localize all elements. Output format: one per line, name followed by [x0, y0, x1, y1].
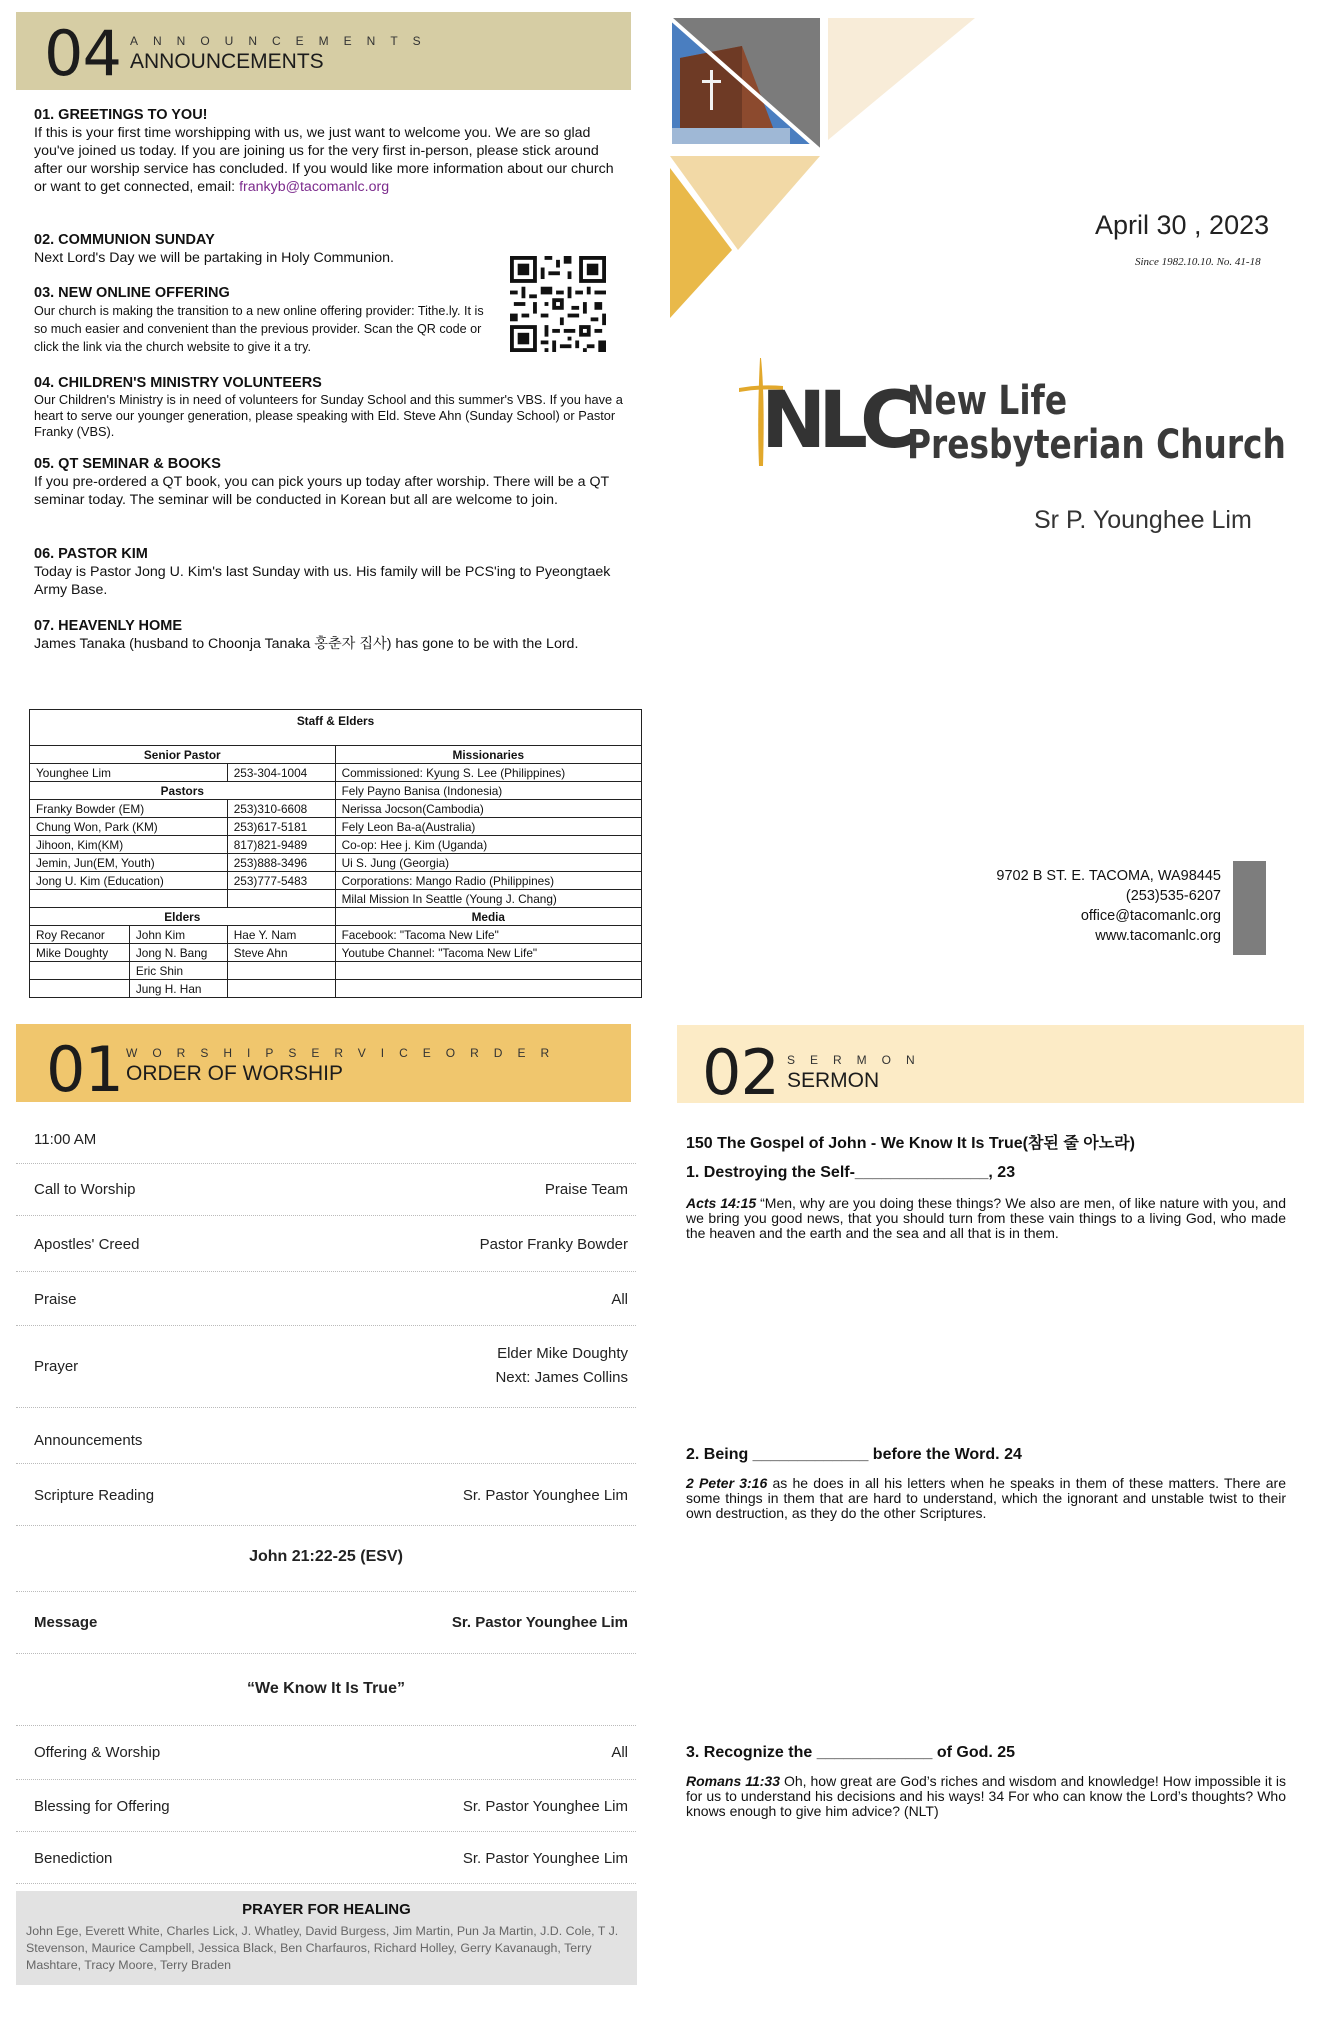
worship-leader: Sr. Pastor Younghee Lim: [462, 1798, 628, 1815]
sermon-title: “We Know It Is True”: [247, 1680, 405, 1697]
worship-item: Scripture Reading: [34, 1487, 155, 1504]
sermon-heading: 150 The Gospel of John - We Know It Is True(참된 줄 아노라): [686, 1135, 1135, 1152]
elder-name: Hae Y. Nam: [227, 926, 335, 944]
gray-bar: [1233, 861, 1266, 955]
section-number: 01: [46, 1033, 123, 1106]
elder-name: Roy Recanor: [30, 926, 130, 944]
cover-graphic: [670, 18, 982, 318]
staff-phone: 253)617-5181: [227, 818, 335, 836]
table-caption: Staff & Elders: [30, 710, 642, 746]
missionary: Ui S. Jung (Georgia): [335, 854, 641, 872]
worship-leader: Elder Mike Doughty: [497, 1345, 628, 1362]
email[interactable]: office@tacomanlc.org: [1080, 908, 1221, 924]
worship-leader: Praise Team: [544, 1181, 628, 1198]
prayer-for-healing: [16, 1891, 637, 1985]
scripture-passage: John 21:22-25 (ESV): [249, 1548, 403, 1565]
website[interactable]: www.tacomanlc.org: [1095, 928, 1221, 944]
sermon-passage-3: [686, 1774, 1286, 1819]
sermon-point-2: 2. Being _____________ before the Word. 24: [686, 1446, 1022, 1463]
elder-name: John Kim: [129, 926, 227, 944]
elder-name: Eric Shin: [129, 962, 227, 980]
worship-leader: All: [611, 1744, 628, 1761]
email-link[interactable]: frankyb@tacomanlc.org: [239, 179, 390, 195]
worship-leader-next: Next: James Collins: [495, 1369, 628, 1386]
sermon-point-3: 3. Recognize the _____________ of God. 25: [686, 1744, 1016, 1761]
announcement-7: [34, 617, 624, 653]
staff-name: Jihoon, Kim(KM): [30, 836, 228, 854]
worship-item: Praise: [34, 1291, 77, 1308]
section-number: 02: [702, 1036, 779, 1109]
since-line: Since 1982.10.10. No. 41-18: [1135, 256, 1261, 268]
verse-text: as he does in all his letters when he speaks in them of these matters. There are some things in them that are hard to understand, which the ignorant and unstable twist to their own destruction, as they do the other Scriptures.: [686, 1475, 1287, 1521]
staff-phone: 253)888-3496: [227, 854, 335, 872]
worship-item: Blessing for Offering: [34, 1798, 170, 1815]
sermon-title-row: [16, 1654, 636, 1726]
announcement-title: 05. QT SEMINAR & BOOKS: [34, 456, 221, 472]
worship-leader: Sr. Pastor Younghee Lim: [462, 1850, 628, 1867]
section-spaced-title: WORSHIPSERVICEORDER: [126, 1046, 565, 1060]
missionary: Nerissa Jocson(Cambodia): [335, 800, 641, 818]
staff-name: Chung Won, Park (KM): [30, 818, 228, 836]
healing-names: John Ege, Everett White, Charles Lick, J. Whatley, David Burgess, Jim Martin, Pun Ja Martin, J.D. Cole, T J. Stevenson, Maurice Campbell, Jessica Black, Ben Charfauros, Richard Holley, Gerry Kavanaugh, Terry Mashtare, Tracy Moore, Terry Braden: [26, 1924, 619, 1972]
church-contact: [996, 866, 1221, 946]
missionary: Fely Leon Ba-a(Australia): [335, 818, 641, 836]
worship-row: [16, 1780, 636, 1832]
sermon-passage-1: [686, 1196, 1286, 1241]
staff-phone: 817)821-9489: [227, 836, 335, 854]
worship-leader: Sr. Pastor Younghee Lim: [462, 1487, 628, 1504]
worship-item: Offering & Worship: [34, 1744, 161, 1761]
section-spaced-title: ANNOUNCEMENTS: [130, 34, 436, 48]
staff-phone: 253-304-1004: [227, 764, 335, 782]
media-item: Facebook: "Tacoma New Life": [335, 926, 641, 944]
announcement-title: 07. HEAVENLY HOME: [34, 618, 183, 634]
announcements-header: [16, 12, 631, 90]
announcement-1: [34, 106, 624, 196]
announcement-body: James Tanaka (husband to Choonja Tanaka 홍춘자 집사) has gone to be with the Lord.: [34, 636, 579, 652]
staff-phone: 253)310-6608: [227, 800, 335, 818]
worship-item: Benediction: [34, 1850, 113, 1867]
service-time: [16, 1108, 636, 1164]
phone: (253)535-6207: [1125, 888, 1221, 904]
missionaries-header: Missionaries: [335, 746, 641, 764]
announcement-6: [34, 545, 624, 599]
staff-elders-table: [29, 709, 642, 998]
pastors-header: Pastors: [30, 782, 336, 800]
worship-row: [16, 1464, 636, 1526]
worship-row: [16, 1272, 636, 1326]
message-row: [16, 1592, 636, 1654]
section-title: ANNOUNCEMENTS: [130, 50, 324, 73]
missionary: Corporations: Mango Radio (Philippines): [335, 872, 641, 890]
media-header: Media: [335, 908, 641, 926]
missionary: Co-op: Hee j. Kim (Uganda): [335, 836, 641, 854]
logo-letters: NLC: [761, 376, 910, 466]
announcement-body: Next Lord's Day we will be partaking in Holy Communion.: [34, 250, 394, 266]
worship-row: [16, 1726, 636, 1780]
sermon-header: [677, 1025, 1304, 1109]
church-name-line1: New Life: [907, 378, 1068, 424]
sermon-point-1: 1. Destroying the Self-_______________, 23: [686, 1164, 1016, 1181]
staff-name: Younghee Lim: [30, 764, 228, 782]
triangle-pale: [828, 18, 975, 140]
elder-name: Steve Ahn: [227, 944, 335, 962]
staff-name: Jong U. Kim (Education): [30, 872, 228, 890]
announcement-5: [34, 455, 624, 509]
address: 9702 B ST. E. TACOMA, WA98445: [996, 868, 1221, 884]
staff-phone: 253)777-5483: [227, 872, 335, 890]
worship-item: Prayer: [34, 1358, 79, 1375]
worship-item: Announcements: [34, 1432, 143, 1449]
announcement-4: [34, 374, 624, 440]
announcement-3: [34, 284, 496, 356]
pastor-name: Sr P. Younghee Lim: [1034, 506, 1252, 534]
healing-title: PRAYER FOR HEALING: [242, 1901, 411, 1918]
announcement-body: If this is your first time worshipping with us, we just want to welcome you. We are so glad you've joined us today. If you are joining us for the very first in-person, please stick around after our worship service has concluded. If you would like more information about our church or want to get connected, email:: [34, 125, 614, 195]
church-logo: [735, 358, 1286, 478]
verse-text: Oh, how great are God’s riches and wisdom and knowledge! How impossible it is for us to understand his decisions and his ways! 34 For who can know the Lord’s thoughts? Who knows enough to give him advice? (NLT): [686, 1773, 1286, 1819]
announcement-body: Today is Pastor Jong U. Kim's last Sunday with us. His family will be PCS'ing to Pyeongtaek Army Base.: [34, 564, 611, 598]
worship-item: Apostles' Creed: [34, 1236, 140, 1253]
scripture-row: [16, 1526, 636, 1592]
worship-row: [16, 1832, 636, 1884]
worship-row: [16, 1326, 636, 1408]
worship-row: [16, 1216, 636, 1272]
worship-header: [16, 1024, 631, 1106]
elders-header: Elders: [30, 908, 336, 926]
announcement-body: Our Children's Ministry is in need of volunteers for Sunday School and this summer's VBS. If you have a heart to serve our younger generation, please speaking with Eld. Steve Ahn (Sunday School) or Pastor Franky (VBS).: [34, 392, 623, 439]
worship-item: Message: [34, 1614, 98, 1631]
worship-leader: Pastor Franky Bowder: [479, 1236, 628, 1253]
church-name-line2: Presbyterian Church: [907, 422, 1286, 468]
section-spaced-title: SERMON: [787, 1053, 930, 1067]
sermon-passage-2: [686, 1476, 1286, 1521]
section-title: SERMON: [787, 1069, 880, 1092]
worship-row: [16, 1408, 636, 1464]
missionary: Fely Payno Banisa (Indonesia): [335, 782, 641, 800]
verse-text: “Men, why are you doing these things? We also are men, of like nature with you, and we bring you good news, that you should turn from these vain things to a living God, who made the heaven and the earth and the sea and all that is in them.: [686, 1195, 1286, 1241]
worship-leader: Sr. Pastor Younghee Lim: [451, 1614, 628, 1631]
verse-reference: Acts 14:15: [686, 1195, 757, 1211]
announcement-title: 04. CHILDREN'S MINISTRY VOLUNTEERS: [34, 375, 322, 391]
section-number: 04: [44, 17, 121, 90]
announcement-title: 03. NEW ONLINE OFFERING: [34, 285, 230, 301]
elder-name: Jong N. Bang: [129, 944, 227, 962]
missionary: Commissioned: Kyung S. Lee (Philippines): [335, 764, 641, 782]
staff-name: Franky Bowder (EM): [30, 800, 228, 818]
media-item: Youtube Channel: "Tacoma New Life": [335, 944, 641, 962]
announcement-body: If you pre-ordered a QT book, you can pick yours up today after worship. There will be a QT seminar today. The seminar will be conducted in Korean but all are welcome to join.: [34, 474, 609, 508]
bulletin-date: April 30 , 2023: [1095, 210, 1270, 240]
announcement-title: 06. PASTOR KIM: [34, 546, 148, 562]
announcement-body: Our church is making the transition to a new online offering provider: Tithe.ly. It is so much easier and convenient than the previous provider. Scan the QR code or click the link via the church website to give it a try.: [34, 304, 484, 354]
service-time-label: 11:00 AM: [34, 1131, 97, 1148]
worship-leader: All: [611, 1291, 628, 1308]
verse-reference: 2 Peter 3:16: [686, 1475, 768, 1491]
missionary: Milal Mission In Seattle (Young J. Chang): [335, 890, 641, 908]
section-title: ORDER OF WORSHIP: [126, 1062, 344, 1085]
announcement-title: 01. GREETINGS TO YOU!: [34, 107, 208, 123]
elder-name: Mike Doughty: [30, 944, 130, 962]
qr-code-icon[interactable]: [510, 255, 606, 353]
worship-item: Call to Worship: [34, 1181, 136, 1198]
elder-name: Jung H. Han: [129, 980, 227, 998]
verse-reference: Romans 11:33: [686, 1773, 780, 1789]
worship-row: [16, 1164, 636, 1216]
announcement-title: 02. COMMUNION SUNDAY: [34, 232, 215, 248]
senior-pastor-header: Senior Pastor: [30, 746, 336, 764]
staff-name: Jemin, Jun(EM, Youth): [30, 854, 228, 872]
